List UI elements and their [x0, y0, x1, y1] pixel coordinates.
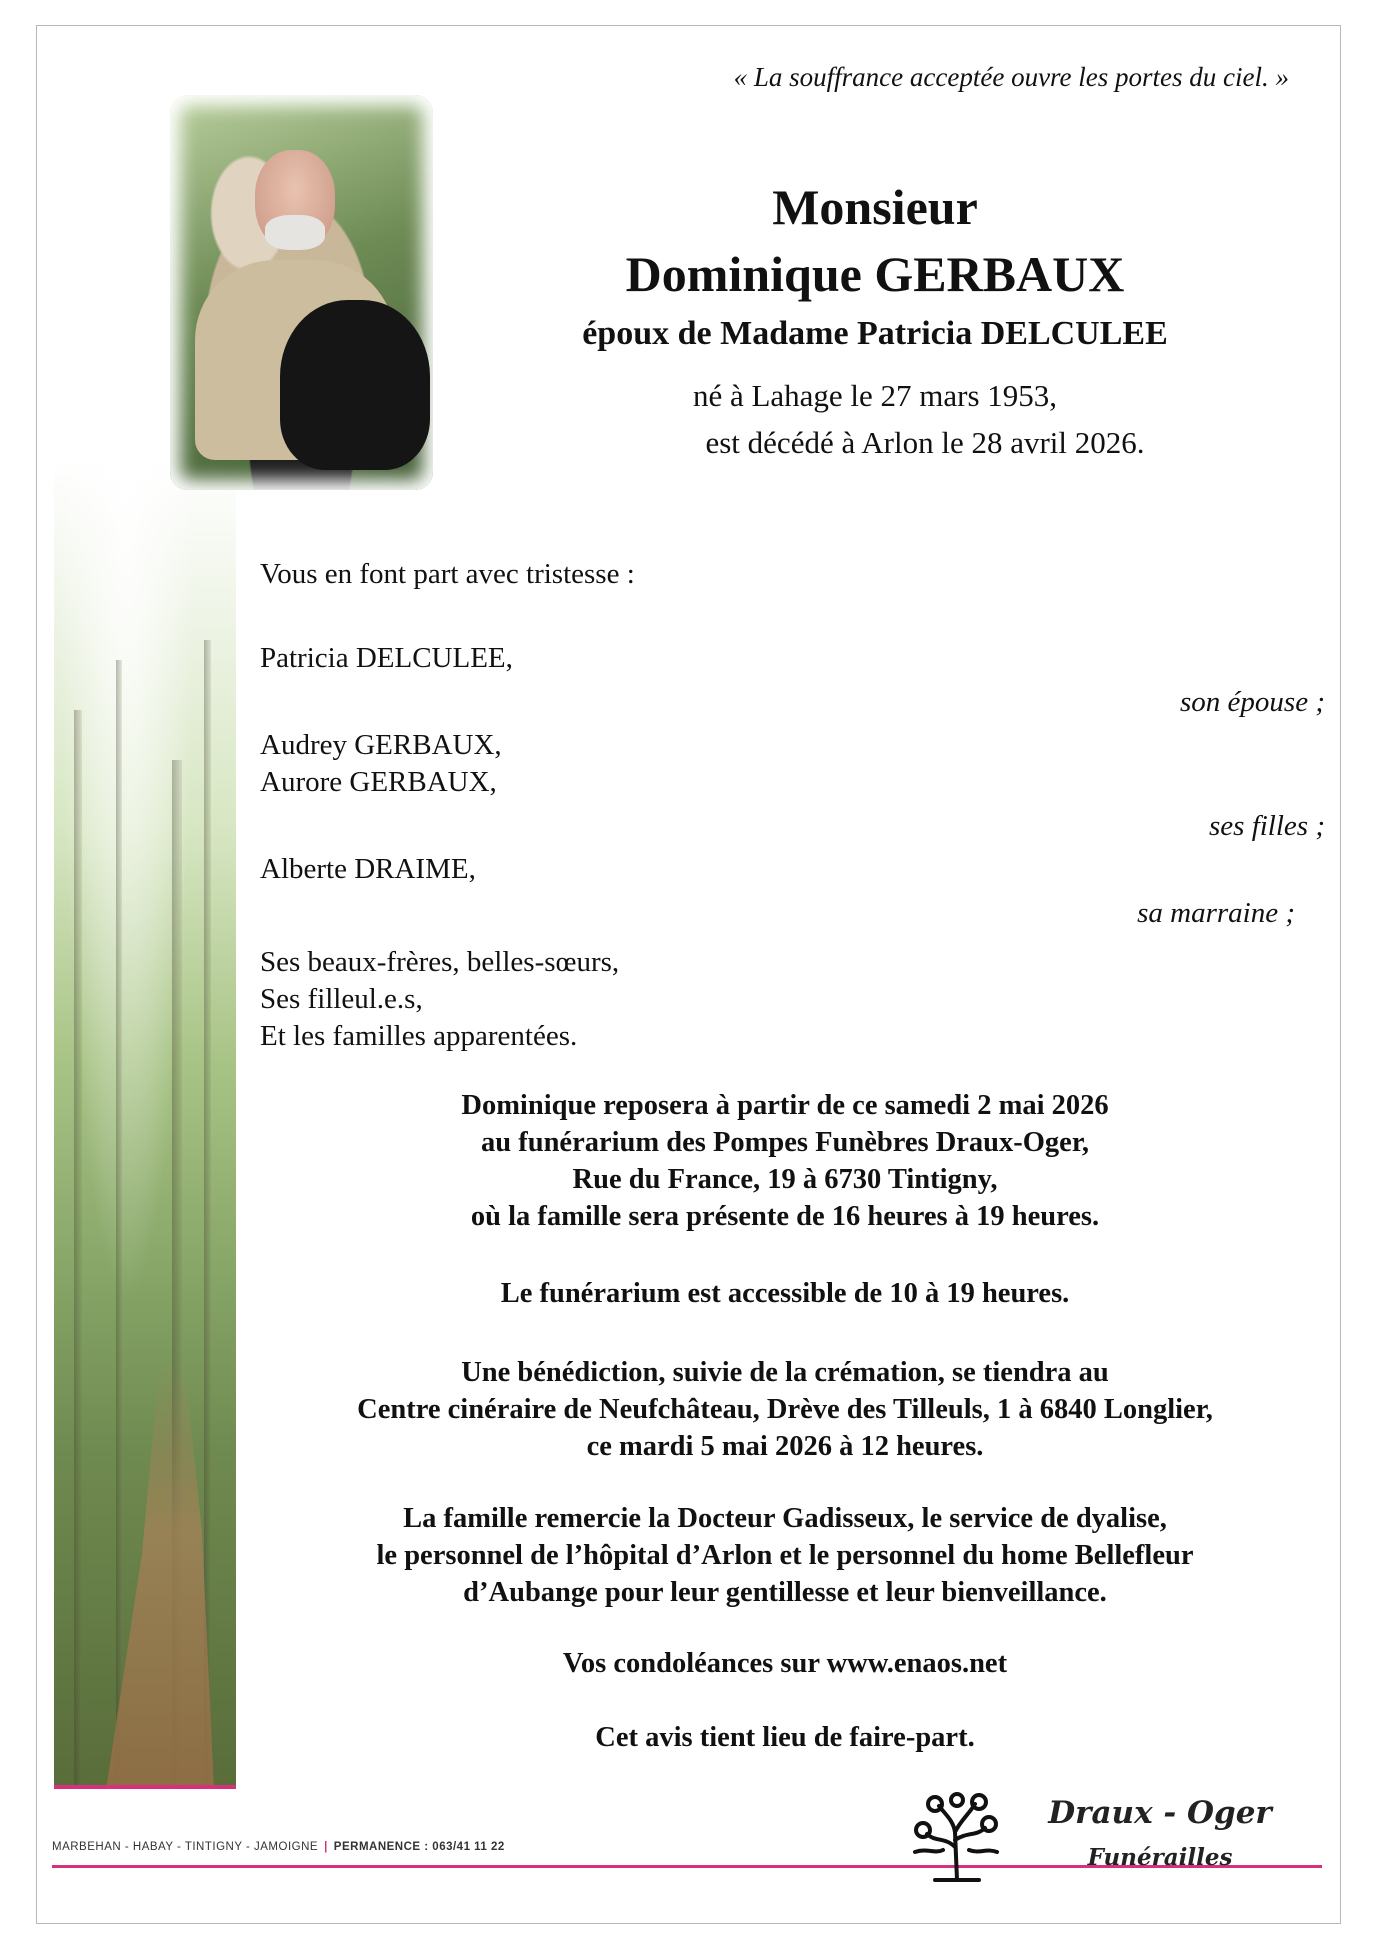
info-line: ce mardi 5 mai 2026 à 12 heures. [586, 1431, 984, 1462]
info-line: Une bénédiction, suivie de la crémation, se tiendra au [461, 1357, 1109, 1388]
death-line: est décédé à Arlon le 28 avril 2026. [705, 425, 1145, 460]
title-honorific: Monsieur [772, 179, 978, 235]
condolences-line [225, 1645, 1345, 1682]
others-line: Ses beaux-frères, belles-sœurs, [260, 946, 620, 978]
forest-path-image [54, 460, 236, 1785]
family-relation: sa marraine ; [1137, 897, 1295, 929]
family-list [260, 640, 1325, 1055]
footer-locations: MARBEHAN - HABAY - TINTIGNY - JAMOIGNE [52, 1841, 319, 1853]
info-line: au funérarium des Pompes Funèbres Draux-Oger, [481, 1127, 1089, 1158]
epigraph-quote: « La souffrance acceptée ouvre les portes du ciel. » [733, 62, 1289, 92]
tree-icon [905, 1792, 1005, 1884]
spouse-line: époux de Madame Patricia DELCULEE [582, 315, 1168, 352]
info-line: Centre cinéraire de Neufchâteau, Drève des Tilleuls, 1 à 6840 Longlier, [357, 1394, 1213, 1425]
family-name: Audrey GERBAUX, [260, 729, 502, 761]
birth-line: né à Lahage le 27 mars 1953, [692, 378, 1058, 413]
others-line: Ses filleul.e.s, [260, 983, 423, 1015]
ceremony-block [225, 1354, 1345, 1465]
info-line: Vos condoléances sur www.enaos.net [562, 1648, 1008, 1679]
footer-permanence: PERMANENCE : 063/41 11 22 [333, 1841, 505, 1853]
notice-line [225, 1719, 1345, 1756]
deceased-name: Dominique GERBAUX [625, 246, 1125, 302]
info-line: Dominique reposera à partir de ce samedi 2 mai 2026 [461, 1090, 1109, 1121]
visitation-block [225, 1087, 1345, 1235]
family-relation: ses filles ; [1209, 810, 1325, 842]
others-line: Et les familles apparentées. [260, 1020, 578, 1052]
footer-contact [52, 1841, 505, 1853]
funerarium-hours [225, 1275, 1345, 1312]
brand-name: Draux - Oger [1048, 1795, 1272, 1831]
family-name: Alberte DRAIME, [260, 853, 476, 885]
brand-logo [1030, 1795, 1290, 1873]
info-line: Cet avis tient lieu de faire-part. [595, 1722, 975, 1753]
portrait-photo [170, 95, 433, 490]
footer-separator: | [324, 1841, 328, 1853]
brand-subtitle: Funérailles [1087, 1844, 1233, 1871]
family-name: Patricia DELCULEE, [260, 642, 513, 674]
thanks-block [225, 1500, 1345, 1611]
info-line: le personnel de l’hôpital d’Arlon et le personnel du home Bellefleur [376, 1540, 1194, 1571]
info-line: où la famille sera présente de 16 heures à 19 heures. [470, 1201, 1100, 1232]
info-line: Rue du France, 19 à 6730 Tintigny, [572, 1164, 998, 1195]
side-image-underline [54, 1785, 236, 1789]
announcement-intro: Vous en font part avec tristesse : [260, 558, 635, 590]
info-line: d’Aubange pour leur gentillesse et leur bienveillance. [463, 1577, 1107, 1608]
family-relation: son épouse ; [1180, 686, 1325, 718]
family-name: Aurore GERBAUX, [260, 766, 497, 798]
info-line: Le funérarium est accessible de 10 à 19 heures. [500, 1278, 1070, 1309]
info-line: La famille remercie la Docteur Gadisseux, le service de dyalise, [403, 1503, 1167, 1534]
